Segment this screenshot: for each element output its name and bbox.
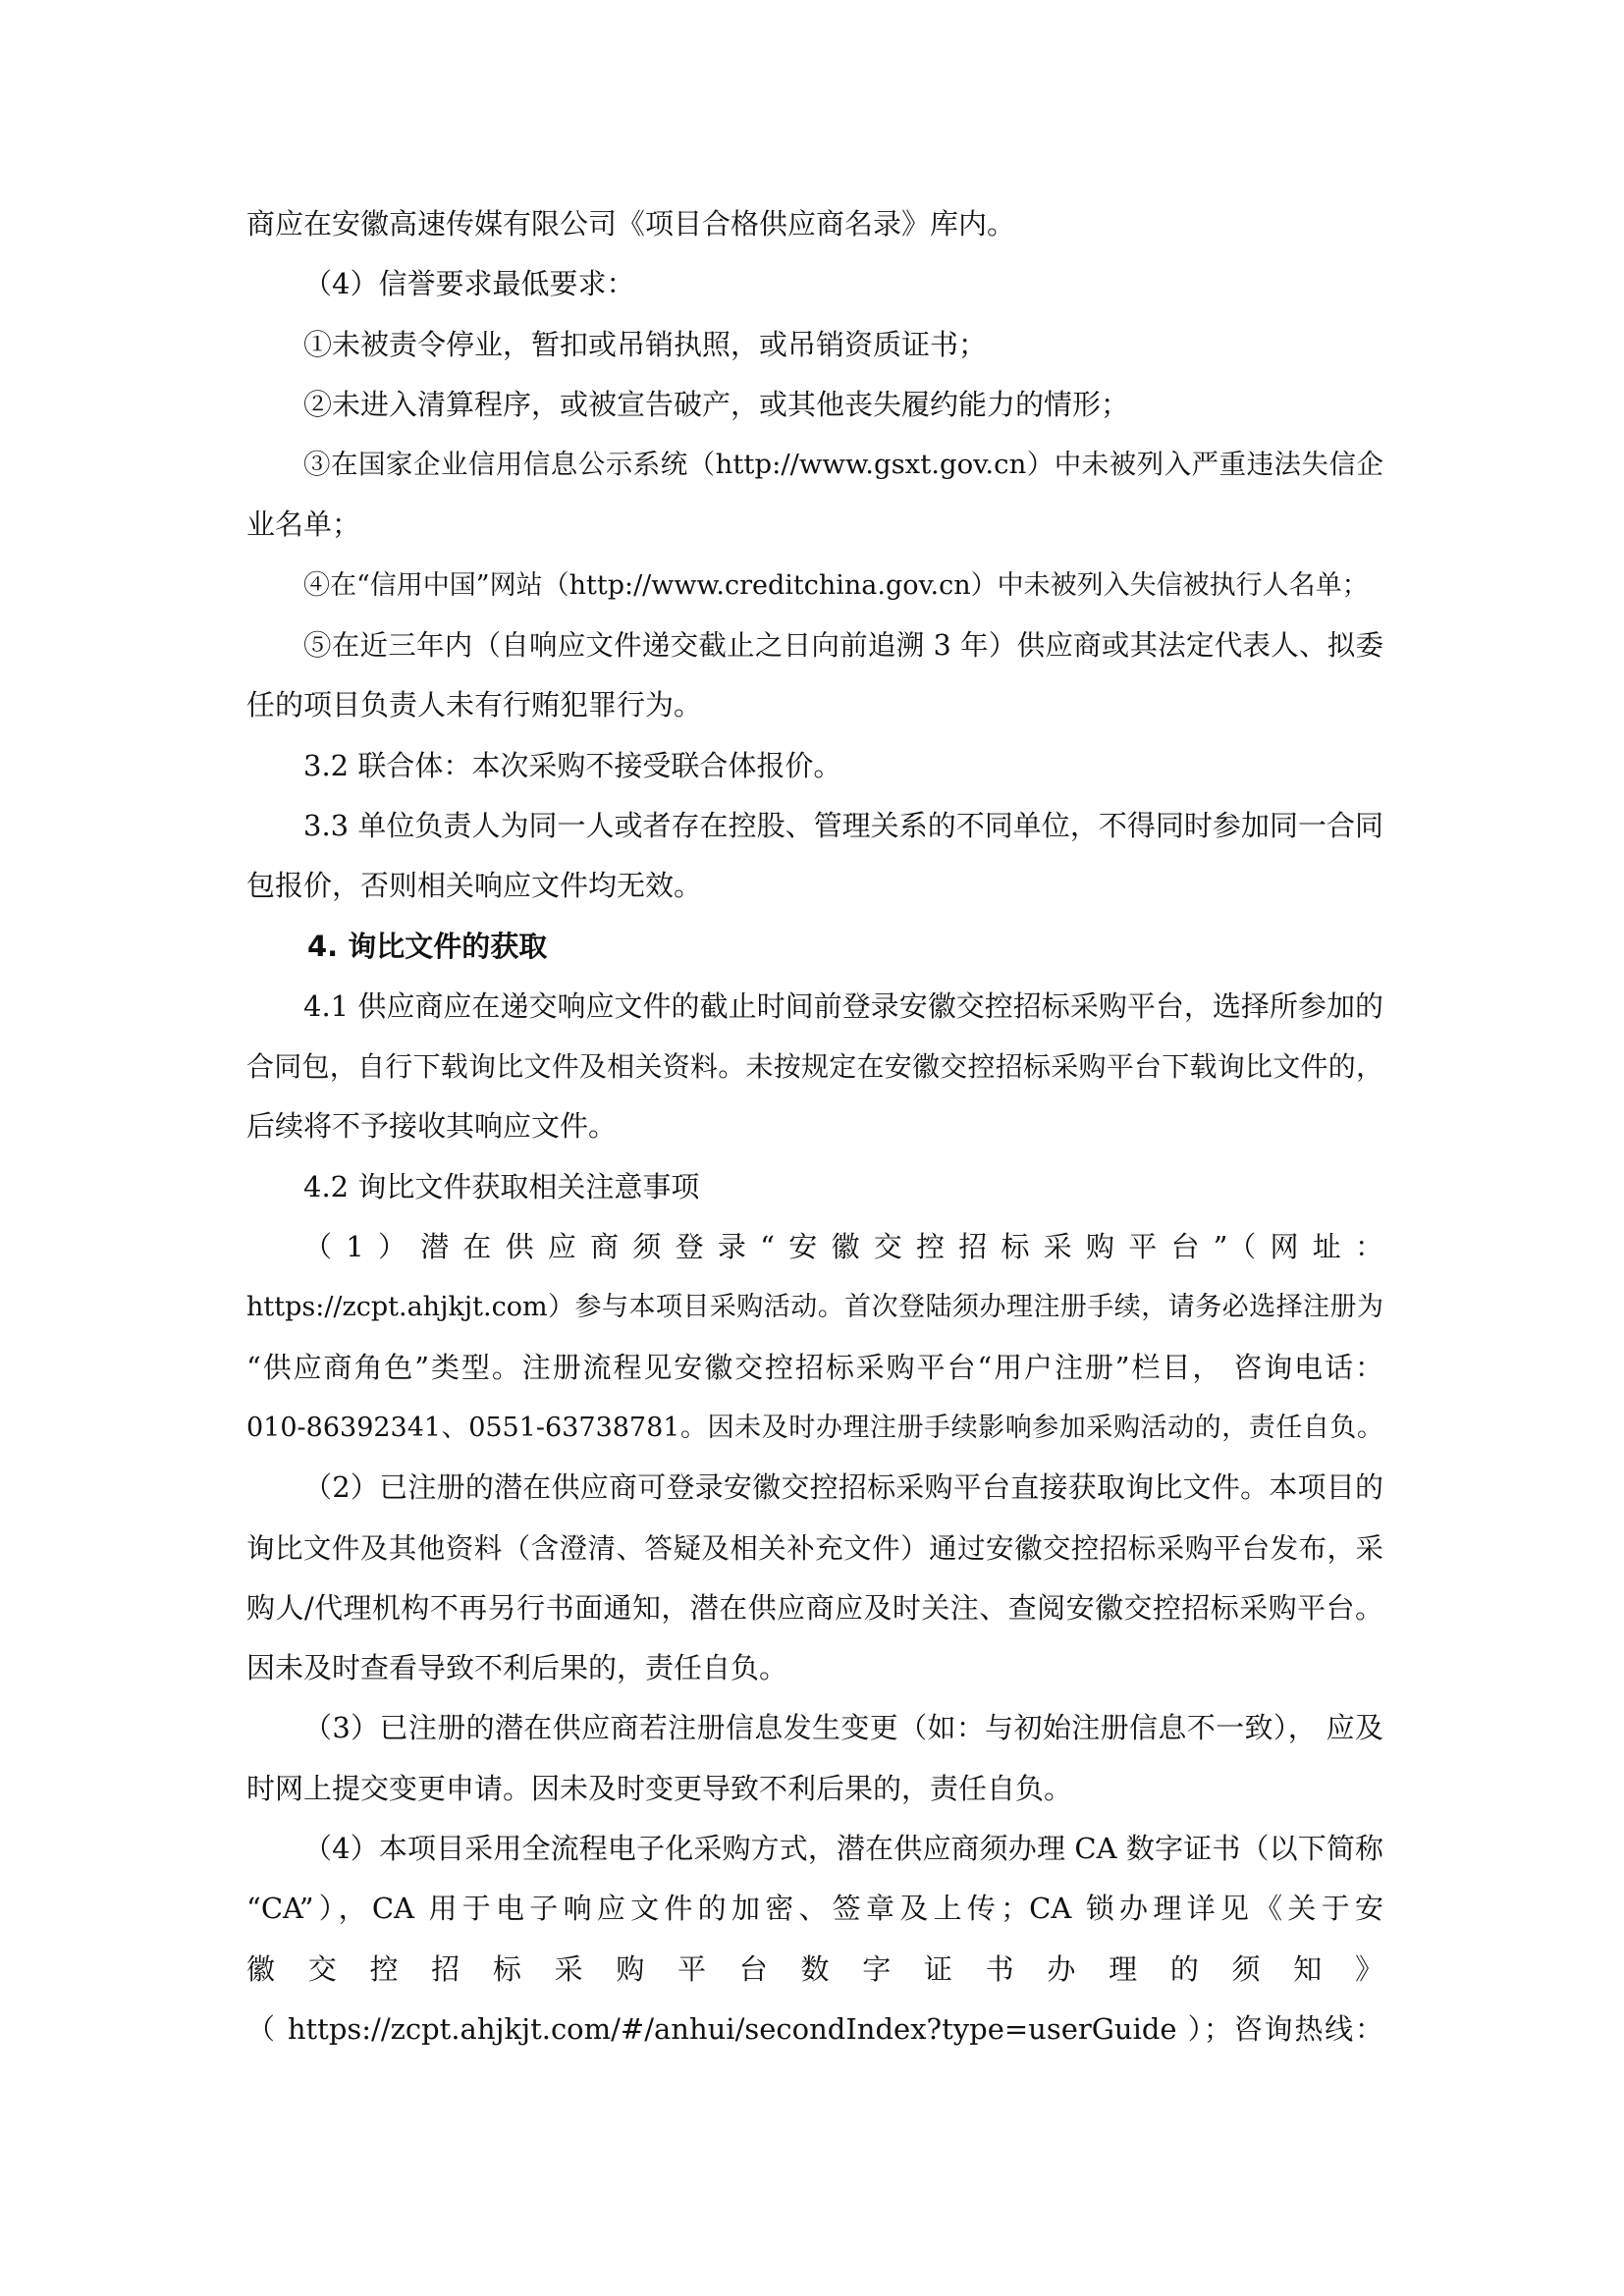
text-line-30: 徽交控招标采购平台数字证书办理的须知》 <box>246 1951 1383 1986</box>
text-line-8: ⑤在近三年内（自响应文件递交截止之日向前追溯 3 年）供应商或其法定代表人、拟委 <box>303 629 1383 663</box>
text-line-4: ②未进入清算程序，或被宣告破产，或其他丧失履约能力的情形； <box>303 387 1130 421</box>
text-line-1: 商应在安徽高速传媒有限公司《项目合格供应商名录》库内。 <box>246 207 1016 240</box>
text-line-29: “CA”），CA 用于电子响应文件的加密、签章及上传；CA 锁办理详见《关于安 <box>246 1892 1383 1926</box>
text-line-19: https://zcpt.ahjkjt.com）参与本项目采购活动。首次登陆须办理注册手续，请务必选择注册为 <box>246 1292 1383 1323</box>
section-heading-4: 4. 询比文件的获取 <box>307 929 548 963</box>
text-line-31: （ https://zcpt.ahjkjt.com/#/anhui/secondIndex?type=userGuide ）；咨询热线： <box>246 2011 1383 2046</box>
text-line-9: 任的项目负责人未有行贿犯罪行为。 <box>246 688 703 722</box>
text-line-27: 时网上提交变更申请。因未及时变更导致不利后果的，责任自负。 <box>246 1771 1073 1805</box>
text-line-17: 4.2 询比文件获取相关注意事项 <box>303 1169 700 1203</box>
text-line-5: ③在国家企业信用信息公示系统（http://www.gsxt.gov.cn）中未被列入严重违法失信企 <box>303 449 1383 481</box>
text-line-16: 后续将不予接收其响应文件。 <box>246 1109 618 1144</box>
text-line-14: 4.1 供应商应在递交响应文件的截止时间前登录安徽交控招标采购平台，选择所参加的 <box>303 988 1383 1023</box>
text-line-2: （4）信誉要求最低要求： <box>303 267 635 301</box>
text-line-22: （2）已注册的潜在供应商可登录安徽交控招标采购平台直接获取询比文件。本项目的 <box>303 1470 1383 1505</box>
text-line-28: （4）本项目采用全流程电子化采购方式，潜在供应商须办理 CA 数字证书（以下简称 <box>303 1832 1383 1866</box>
text-line-25: 因未及时查看导致不利后果的，责任自负。 <box>246 1651 788 1685</box>
text-line-3: ①未被责令停业，暂扣或吊销执照，或吊销资质证书； <box>303 327 988 361</box>
text-line-26: （3）已注册的潜在供应商若注册信息发生变更（如：与初始注册信息不一致）， 应及 <box>303 1711 1383 1745</box>
text-line-23: 询比文件及其他资料（含澄清、答疑及相关补充文件）通过安徽交控招标采购平台发布，采 <box>246 1531 1383 1565</box>
text-line-12: 包报价，否则相关响应文件均无效。 <box>246 869 703 903</box>
text-line-18: （1）潜在供应商须登录“安徽交控招标采购平台”（网址： <box>303 1230 1383 1264</box>
text-line-10: 3.2 联合体：本次采购不接受联合体报价。 <box>303 748 842 782</box>
text-line-11: 3.3 单位负责人为同一人或者存在控股、管理关系的不同单位，不得同时参加同一合同 <box>303 808 1383 842</box>
text-line-24: 购人/代理机构不再另行书面通知，潜在供应商应及时关注、查阅安徽交控招标采购平台。 <box>246 1590 1383 1625</box>
text-line-6: 业名单； <box>246 507 361 542</box>
text-line-21: 010-86392341、0551-63738781。因未及时办理注册手续影响参加采购活动的，责任自负。 <box>246 1412 1383 1443</box>
text-line-15: 合同包，自行下载询比文件及相关资料。未按规定在安徽交控招标采购平台下载询比文件的， <box>246 1050 1383 1084</box>
document-page <box>246 194 1383 2059</box>
text-line-7: ④在“信用中国”网站（http://www.creditchina.gov.cn）中未被列入失信被执行人名单； <box>303 569 1369 601</box>
text-line-20: “供应商角色”类型。注册流程见安徽交控招标采购平台“用户注册”栏目， 咨询电话： <box>246 1350 1383 1384</box>
